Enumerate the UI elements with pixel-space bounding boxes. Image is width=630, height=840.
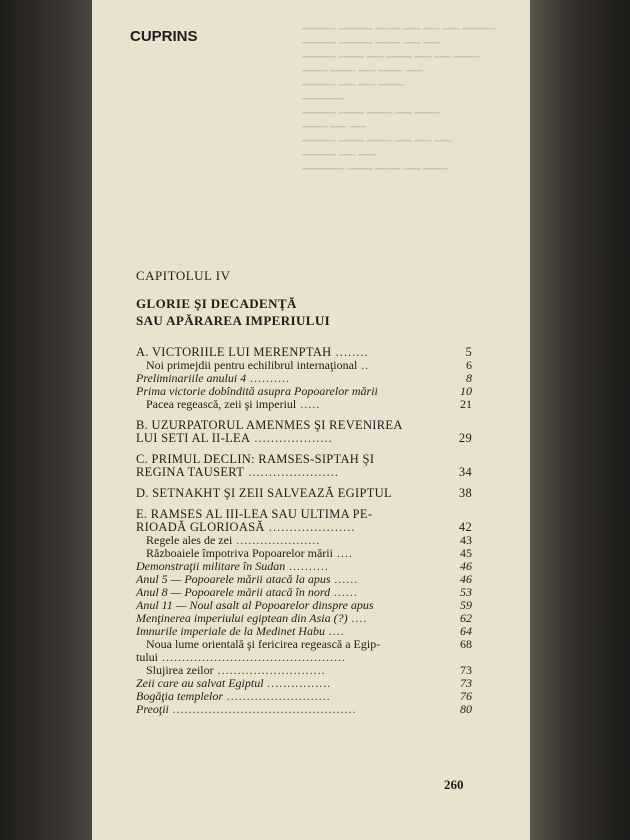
toc-page-number: 46 (460, 559, 472, 573)
toc-leader-dots: .... (347, 611, 368, 625)
toc-leader-dots: ...... (330, 572, 359, 586)
toc-section (136, 346, 472, 411)
toc-page-number: 8 (466, 371, 472, 385)
toc-leader-dots: .. (357, 358, 370, 372)
page-header: CUPRINS (130, 28, 198, 45)
toc-entry-title: Prima victorie dobîndită asupra Popoarelor mării (136, 384, 378, 398)
toc-leader-dots: .... (324, 624, 345, 638)
toc-page-number: 64 (460, 624, 472, 638)
toc-entry (136, 487, 472, 500)
toc-page-number: 76 (460, 689, 472, 703)
toc-leader-dots: ................ (263, 676, 332, 690)
toc-page-number: 21 (460, 397, 472, 411)
toc-entry-title: Anul 11 — Noul asalt al Popoarelor dinspre apus (136, 598, 374, 612)
toc-entry-title: tului (136, 650, 159, 664)
toc-entry-title: Anul 8 — Popoarele mării atacă în nord (136, 585, 331, 599)
toc-entry-title: Noi primejdii pentru echilibrul internaţional (146, 358, 358, 372)
toc-entry-title: Zeii care au salvat Egiptul (136, 676, 264, 690)
toc-leader-dots: .............................................. (168, 702, 357, 716)
toc-page-number: 46 (460, 572, 472, 586)
toc-entry-title: Preliminariile anului 4 (136, 371, 247, 385)
toc-page-number: 62 (460, 611, 472, 625)
chapter-title (136, 295, 330, 329)
toc-entry-title: Slujirea zeilor (146, 663, 214, 677)
toc-entry-title: LUI SETI AL II-LEA (136, 431, 251, 445)
page-number: 260 (444, 777, 464, 792)
toc-page-number: 10 (460, 384, 472, 398)
toc-leader-dots: .............................................. (158, 650, 347, 664)
toc-entry (136, 466, 472, 479)
toc-page-number: 34 (458, 465, 472, 479)
toc-entry-title: A. VICTORIILE LUI MERENPTAH (136, 345, 332, 359)
toc-leader-dots: .......... (285, 559, 330, 573)
toc-entry (136, 703, 472, 716)
chapter-title-line-2: SAU APĂRAREA IMPERIULUI (136, 313, 331, 328)
toc-entry-title: Preoţii (136, 702, 169, 716)
toc-page-number: 68 (460, 637, 472, 651)
chapter-title-line-1: GLORIE ŞI DECADENŢĂ (136, 296, 297, 311)
toc-page-number: 6 (466, 358, 472, 372)
toc-leader-dots: .......... (246, 371, 291, 385)
chapter-label: CAPITOLUL IV (136, 268, 231, 283)
toc-entry-title: Anul 5 — Popoarele mării atacă la apus (136, 572, 331, 586)
toc-leader-dots: ........ (331, 345, 369, 359)
toc-leader-dots: ...................... (244, 465, 339, 479)
toc-entry (136, 432, 472, 445)
toc-page-number: 80 (460, 702, 472, 716)
toc-leader-dots: ................... (250, 431, 333, 445)
toc-section (136, 419, 472, 445)
toc-entry-title: E. RAMSES AL III-LEA SAU ULTIMA PE- (136, 507, 373, 521)
toc-entry-title: Noua lume orientală şi fericirea regească a Egip- (146, 637, 381, 651)
toc-page-number: 43 (460, 533, 472, 547)
toc-entry-title: Regele ales de zei (146, 533, 233, 547)
toc-leader-dots: ...... (330, 585, 359, 599)
toc-section (136, 508, 472, 716)
table-of-contents (136, 346, 472, 724)
toc-entry-title: C. PRIMUL DECLIN: RAMSES-SIPTAH ŞI (136, 452, 375, 466)
toc-entry-title: Demonstraţii militare în Sudan (136, 559, 286, 573)
toc-entry-title: B. UZURPATORUL AMENMES ŞI REVENIREA (136, 418, 403, 432)
toc-entry (136, 398, 472, 411)
toc-section (136, 487, 472, 500)
toc-page-number: 73 (460, 663, 472, 677)
toc-leader-dots: ........................... (213, 663, 326, 677)
toc-leader-dots: ..................... (264, 520, 356, 534)
toc-page-number: 73 (460, 676, 472, 690)
toc-entry-title: D. SETNAKHT ŞI ZEII SALVEAZĂ EGIPTUL (136, 486, 392, 500)
binding-shadow (0, 0, 92, 840)
toc-leader-dots: .... (332, 546, 353, 560)
toc-page-number: 29 (458, 431, 472, 445)
toc-entry-title: Pacea regească, zeii şi imperiul (146, 397, 297, 411)
toc-leader-dots: ..................... (232, 533, 321, 547)
toc-page-number: 5 (465, 345, 472, 359)
toc-entry-title: RIOADĂ GLORIOASĂ (136, 520, 265, 534)
toc-entry-title: Bogăţia templelor (136, 689, 223, 703)
toc-page-number: 53 (460, 585, 472, 599)
toc-page-number: 38 (458, 486, 472, 500)
toc-page-number: 42 (458, 520, 472, 534)
bleed-through-text: ▔▔▔▔ ▔▔▔▔ ▔▔▔ ▔▔ ▔▔ ▔▔ ▔▔▔▔ ▔▔▔▔ ▔▔▔▔ ▔▔▔ ▔▔ ▔▔ ▔▔▔▔ ▔▔▔ ▔▔ ▔▔▔ ▔▔ ▔▔ ▔▔▔ ▔▔▔ ▔▔▔ ▔▔ ▔▔▔ ▔▔ ▔▔▔▔ ▔▔ ▔▔ ▔▔▔ ▔▔▔▔▔ ▔▔▔▔ ▔▔▔ ▔▔▔ ▔▔ ▔▔▔ ▔▔▔ ▔▔ ▔▔ ▔▔▔▔ ▔▔▔ ▔▔▔ ▔▔ ▔▔ ▔▔ ▔▔▔▔ ▔▔ ▔▔ ▔▔▔▔▔ ▔▔▔ ▔▔▔ ▔▔ ▔▔▔ (302, 29, 497, 181)
toc-page-number: 59 (460, 598, 472, 612)
toc-leader-dots: .......................... (223, 689, 331, 703)
toc-entry-title: Imnurile imperiale de la Medinet Habu (136, 624, 325, 638)
toc-leader-dots: ..... (296, 397, 321, 411)
page-edge-shadow (530, 0, 630, 840)
toc-section (136, 453, 472, 479)
toc-entry-title: Menţinerea imperiului egiptean din Asia (?) (136, 611, 348, 625)
toc-entry-title: REGINA TAUSERT (136, 465, 245, 479)
toc-page-number: 45 (460, 546, 472, 560)
toc-entry-title: Războaiele împotriva Popoarelor mării (146, 546, 333, 560)
